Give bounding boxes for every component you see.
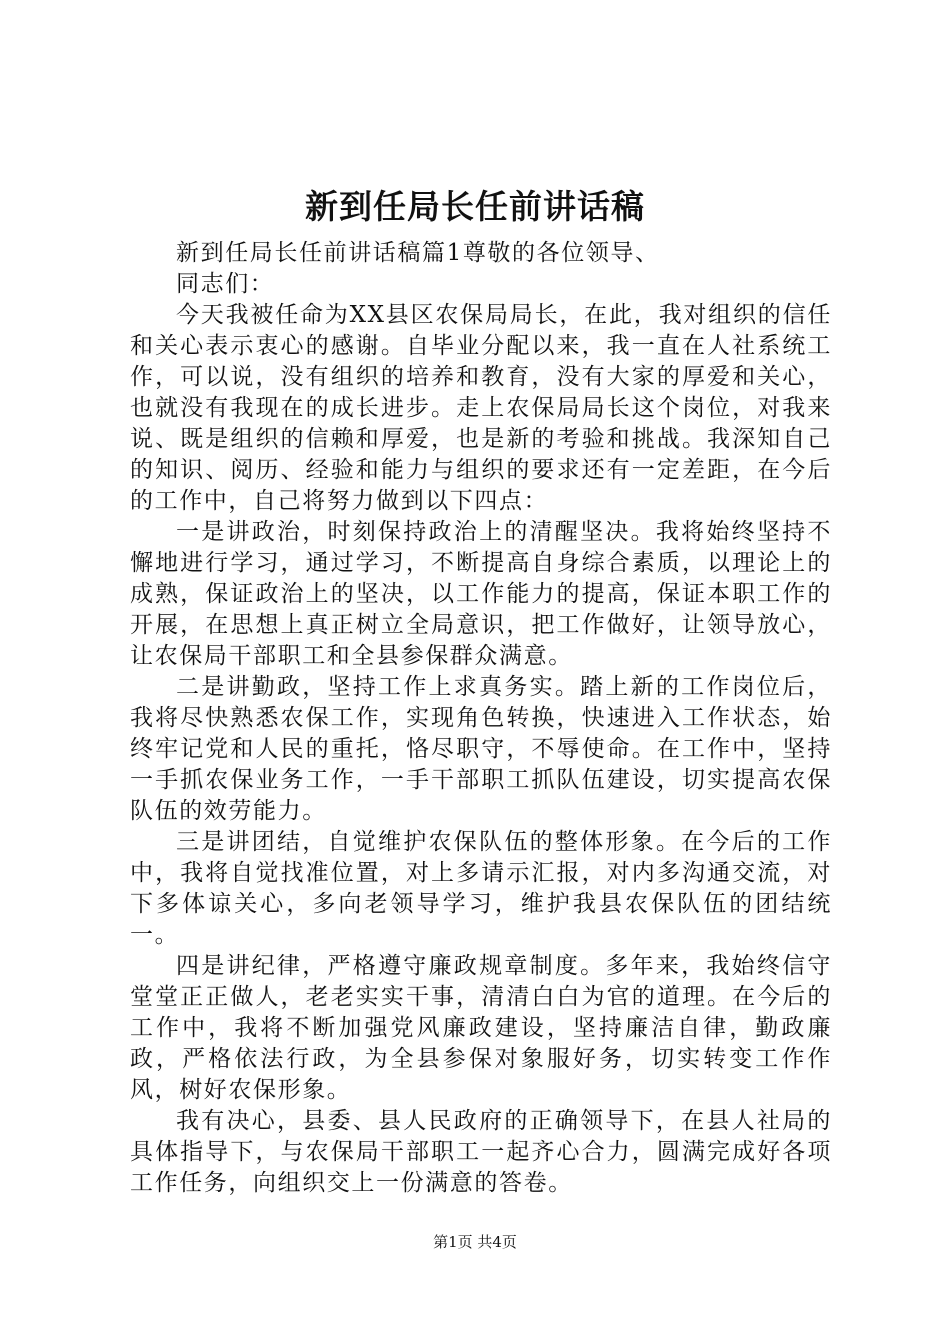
paragraph-conclusion: 我有决心，县委、县人民政府的正确领导下，在县人社局的具体指导下，与农保局干部职工一起齐心合力，圆满完成好各项工作任务，向组织交上一份满意的答卷。 (130, 1108, 832, 1196)
page-number-footer: 第1页 共4页 (433, 1233, 517, 1251)
document-title: 新到任局长任前讲话稿 (305, 187, 645, 226)
document-body (130, 238, 832, 1199)
paragraph-point-4: 四是讲纪律，严格遵守廉政规章制度。多年来，我始终信守堂堂正正做人，老老实实干事，清清白白为官的道理。在今后的工作中，我将不断加强党风廉政建设，坚持廉洁自律，勤政廉政，严格依法行政，为全县参保对象服好务，切实转变工作作风，树好农保形象。 (130, 953, 832, 1103)
paragraph-point-2: 二是讲勤政，坚持工作上求真务实。踏上新的工作岗位后，我将尽快熟悉农保工作，实现角色转换，快速进入工作状态，始终牢记党和人民的重托，恪尽职守，不辱使命。在工作中，坚持一手抓农保业务工作，一手干部职工抓队伍建设，切实提高农保队伍的效劳能力。 (130, 674, 832, 824)
paragraph-salutation: 同志们： (176, 271, 275, 297)
paragraph-point-1: 一是讲政治，时刻保持政治上的清醒坚决。我将始终坚持不懈地进行学习，通过学习，不断提高自身综合素质，以理论上的成熟，保证政治上的坚决，以工作能力的提高，保证本职工作的开展，在思想上真正树立全局意识，把工作做好，让领导放心，让农保局干部职工和全县参保群众满意。 (130, 519, 832, 669)
paragraph-point-3: 三是讲团结，自觉维护农保队伍的整体形象。在今后的工作中，我将自觉找准位置，对上多请示汇报，对内多沟通交流，对下多体谅关心，多向老领导学习，维护我县农保队伍的团结统一。 (130, 829, 832, 948)
paragraph-intro: 今天我被任命为XX县区农保局局长，在此，我对组织的信任和关心表示衷心的感谢。自毕业分配以来，我一直在人社系统工作，可以说，没有组织的培养和教育，没有大家的厚爱和关心，也就没有我现在的成长进步。走上农保局局长这个岗位，对我来说、既是组织的信赖和厚爱，也是新的考验和挑战。我深知自己的知识、阅历、经验和能力与组织的要求还有一定差距，在今后的工作中，自己将努力做到以下四点： (130, 302, 832, 514)
paragraph-greeting: 新到任局长任前讲话稿篇1尊敬的各位领导、 (176, 240, 660, 266)
